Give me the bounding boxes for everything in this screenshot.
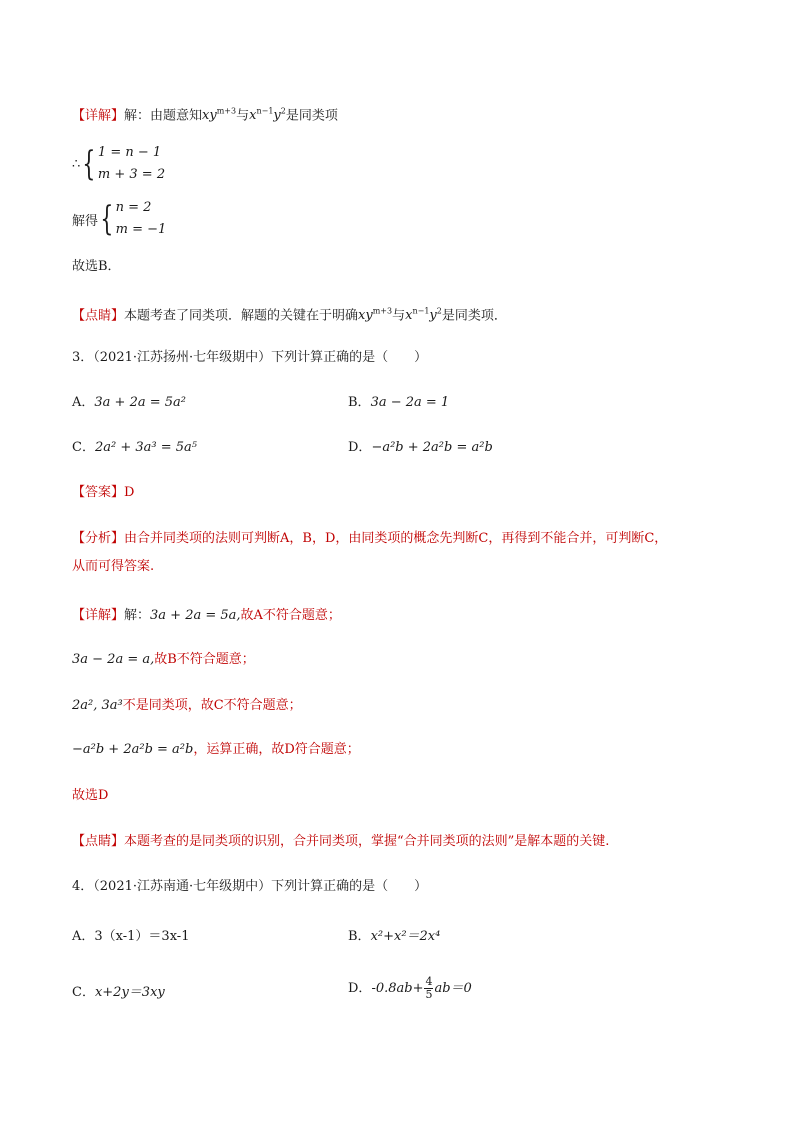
q3-option-a[interactable] [72, 394, 186, 412]
option-text: 3（x-1）＝3x-1 [94, 929, 190, 944]
detail-expression: −a²b + 2a²b = a²b [72, 742, 194, 757]
option-label: D． [348, 981, 372, 996]
comment-text: 本题考查的是同类项的识别，合并同类项，掌握“合并同类项的法则”是解本题的关键. [124, 834, 610, 849]
comment-text-c: 是同类项． [441, 308, 507, 324]
option-text: 3a + 2a = 5a² [94, 395, 186, 410]
option-text-post: ab＝0 [434, 981, 472, 996]
choose-line-1: 故选B． [72, 259, 121, 274]
option-label: A． [72, 395, 95, 410]
term-xy-exp: m+3 [372, 307, 393, 316]
detail-conclusion: 故B不符合题意； [154, 652, 255, 667]
analysis-3-line-2: 从而可得答案. [72, 559, 155, 574]
therefore-symbol: ∴ [72, 156, 81, 172]
term-xy-exp: m+3 [216, 107, 237, 116]
detail-expression: 3a − 2a = a, [72, 652, 155, 667]
equation-system-2 [72, 197, 166, 241]
option-text: x+2y＝3xy [94, 985, 165, 1000]
option-text: 2a² + 3a³ = 5a⁵ [94, 440, 197, 455]
detail-3-line-2 [72, 651, 255, 669]
choose-line-3: 故选D [72, 788, 109, 803]
system-row-2: m = −1 [115, 222, 167, 237]
option-label: B． [348, 395, 371, 410]
option-label: A． [72, 929, 95, 944]
term-y-base: y [429, 308, 437, 324]
detail-text-b: 与 [236, 108, 250, 124]
option-label: C． [72, 440, 95, 455]
detail-conclusion: ，运算正确，故D符合题意； [193, 742, 360, 757]
term-xy2 [405, 308, 442, 323]
answer-3 [72, 484, 134, 502]
comment-text-a: 本题考查了同类项．解题的关键在于明确 [124, 308, 359, 324]
fraction [424, 976, 433, 1001]
detail-line-1 [72, 103, 338, 125]
term-xy2 [249, 108, 286, 123]
analysis-3-line-1 [72, 530, 667, 548]
q3-option-d[interactable] [348, 439, 493, 457]
fraction-denominator: 5 [425, 988, 433, 1001]
q4-option-d[interactable] [348, 976, 472, 1001]
option-text: 3a − 2a = 1 [370, 395, 450, 410]
question-4-stem: 4．（2021·江苏南通·七年级期中）下列计算正确的是（ ） [72, 879, 428, 894]
detail-tag: 【详解】 [72, 108, 125, 124]
question-3-stem: 3．（2021·江苏扬州·七年级期中）下列计算正确的是（ ） [72, 350, 428, 365]
detail-expression: 2a², 3a³ [72, 698, 123, 713]
detail-tag: 【详解】 [72, 608, 125, 623]
answer-value: D [124, 485, 135, 500]
equation-system-1 [72, 142, 165, 186]
term-xy [358, 308, 392, 323]
option-text-pre: -0.8ab+ [371, 981, 424, 996]
system-rows [116, 197, 167, 241]
detail-conclusion: 故A不符合题意； [240, 608, 341, 623]
term-x-base: x [405, 308, 413, 324]
term-xy-base: xy [202, 108, 217, 124]
system-rows [98, 142, 165, 186]
detail-3-line-1 [72, 607, 341, 625]
term-x-exp: n−1 [256, 107, 274, 116]
detail-3-line-4 [72, 741, 360, 759]
system-row-1: n = 2 [115, 200, 152, 215]
q3-option-c[interactable] [72, 439, 197, 457]
term-xy [202, 108, 236, 123]
q4-option-b[interactable] [348, 928, 440, 946]
answer-tag: 【答案】 [72, 485, 125, 500]
solve-prefix: 解得 [72, 213, 99, 229]
term-y-exp: 2 [436, 307, 442, 316]
detail-prefix: 解： [124, 608, 151, 623]
analysis-text-1: 由合并同类项的法则可判断A，B，D，由同类项的概念先判断C，再得到不能合并，可判断C， [124, 531, 668, 546]
system-row-1: 1 = n − 1 [97, 145, 162, 160]
option-label: C． [72, 985, 95, 1000]
q4-option-a[interactable] [72, 928, 189, 946]
detail-text-a: 解：由题意知 [124, 108, 203, 124]
comment-3 [72, 833, 609, 851]
system-row-2: m + 3 = 2 [97, 167, 166, 182]
brace-icon: { [82, 144, 96, 184]
comment-text-b: 与 [392, 308, 406, 324]
detail-text-c: 是同类项 [285, 108, 338, 124]
term-y-base: y [273, 108, 281, 124]
option-label: D． [348, 440, 372, 455]
brace-icon: { [100, 199, 114, 239]
option-text: x²+x²＝2x⁴ [370, 929, 441, 944]
term-y-exp: 2 [280, 107, 286, 116]
analysis-tag: 【分析】 [72, 531, 125, 546]
detail-3-line-3 [72, 697, 302, 715]
fraction-numerator: 4 [425, 975, 433, 988]
comment-tag: 【点睛】 [72, 308, 125, 324]
option-label: B． [348, 929, 371, 944]
option-text: −a²b + 2a²b = a²b [371, 440, 493, 455]
term-x-exp: n−1 [412, 307, 430, 316]
comment-line-1 [72, 303, 507, 325]
detail-conclusion: 不是同类项，故C不符合题意； [122, 698, 302, 713]
comment-tag: 【点睛】 [72, 834, 125, 849]
term-x-base: x [249, 108, 257, 124]
term-xy-base: xy [358, 308, 373, 324]
detail-expression: 3a + 2a = 5a, [150, 608, 241, 623]
q3-option-b[interactable] [348, 394, 449, 412]
q4-option-c[interactable] [72, 984, 165, 1002]
